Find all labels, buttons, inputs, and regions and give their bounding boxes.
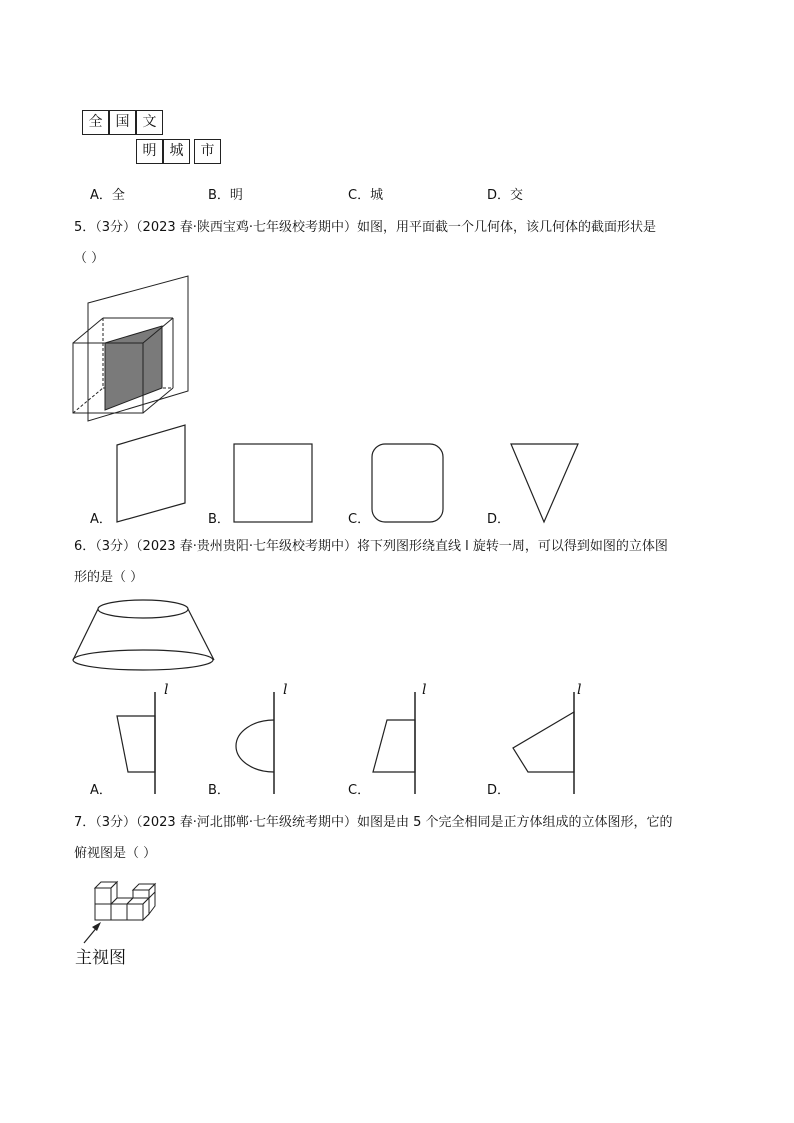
q6-question-text: 6．（3分）（2023 春·贵州贵阳·七年级校考期中）将下列图形绕直线 l 旋转一周，可以得到如图的立体图 [74,539,668,554]
q4-option-c[interactable]: C．城 [348,188,384,203]
q5-option-c-rounded-square [371,443,445,525]
net-cell: 明 [136,139,163,164]
q7-question-text-cont: 俯视图是（ ） [74,846,157,861]
q4-option-d[interactable]: D．交 [487,188,524,203]
front-view-label: 主视图 [75,948,126,968]
q4-option-a[interactable]: A．全 [90,188,125,203]
q5-option-a-parallelogram [112,423,187,523]
net-cell: 文 [136,110,163,135]
q5-option-d[interactable]: D． [487,512,511,527]
q5-option-b-square [233,443,313,525]
net-cell: 城 [163,139,190,164]
q5-question-text: 5．（3分）（2023 春·陕西宝鸡·七年级校考期中）如图，用平面截一个几何体，该几何体的截面形状是 [74,220,657,235]
q6-option-a[interactable]: A． [90,783,112,798]
net-cell: 国 [109,110,136,135]
q6-option-d-figure [508,688,588,798]
q5-question-text-cont: （ ） [74,251,105,266]
q5-option-b[interactable]: B． [208,512,230,527]
cube-cut-by-plane-figure [70,273,200,423]
q6-axis-label-c: l [422,682,427,698]
q6-axis-label-b: l [283,682,288,698]
q6-option-a-figure [112,688,182,798]
q6-axis-label-d: l [577,682,582,698]
q6-option-b-figure [230,688,300,798]
q5-option-d-triangle [510,443,580,525]
q6-question-text-cont: 形的是（ ） [74,570,144,585]
q7-question-text: 7．（3分）（2023 春·河北邯郸·七年级统考期中）如图是由 5 个完全相同是正方体组成的立体图形，它的 [74,815,673,830]
q5-option-c[interactable]: C． [348,512,371,527]
q6-option-c-figure [368,688,438,798]
q6-axis-label-a: l [164,682,169,698]
q5-option-a[interactable]: A． [90,512,112,527]
q6-option-b[interactable]: B． [208,783,230,798]
net-cell: 市 [194,139,221,164]
net-cell: 全 [82,110,109,135]
q6-option-c[interactable]: C． [348,783,371,798]
q4-option-b[interactable]: B．明 [208,188,243,203]
q6-option-d[interactable]: D． [487,783,511,798]
frustum-figure [70,598,220,678]
